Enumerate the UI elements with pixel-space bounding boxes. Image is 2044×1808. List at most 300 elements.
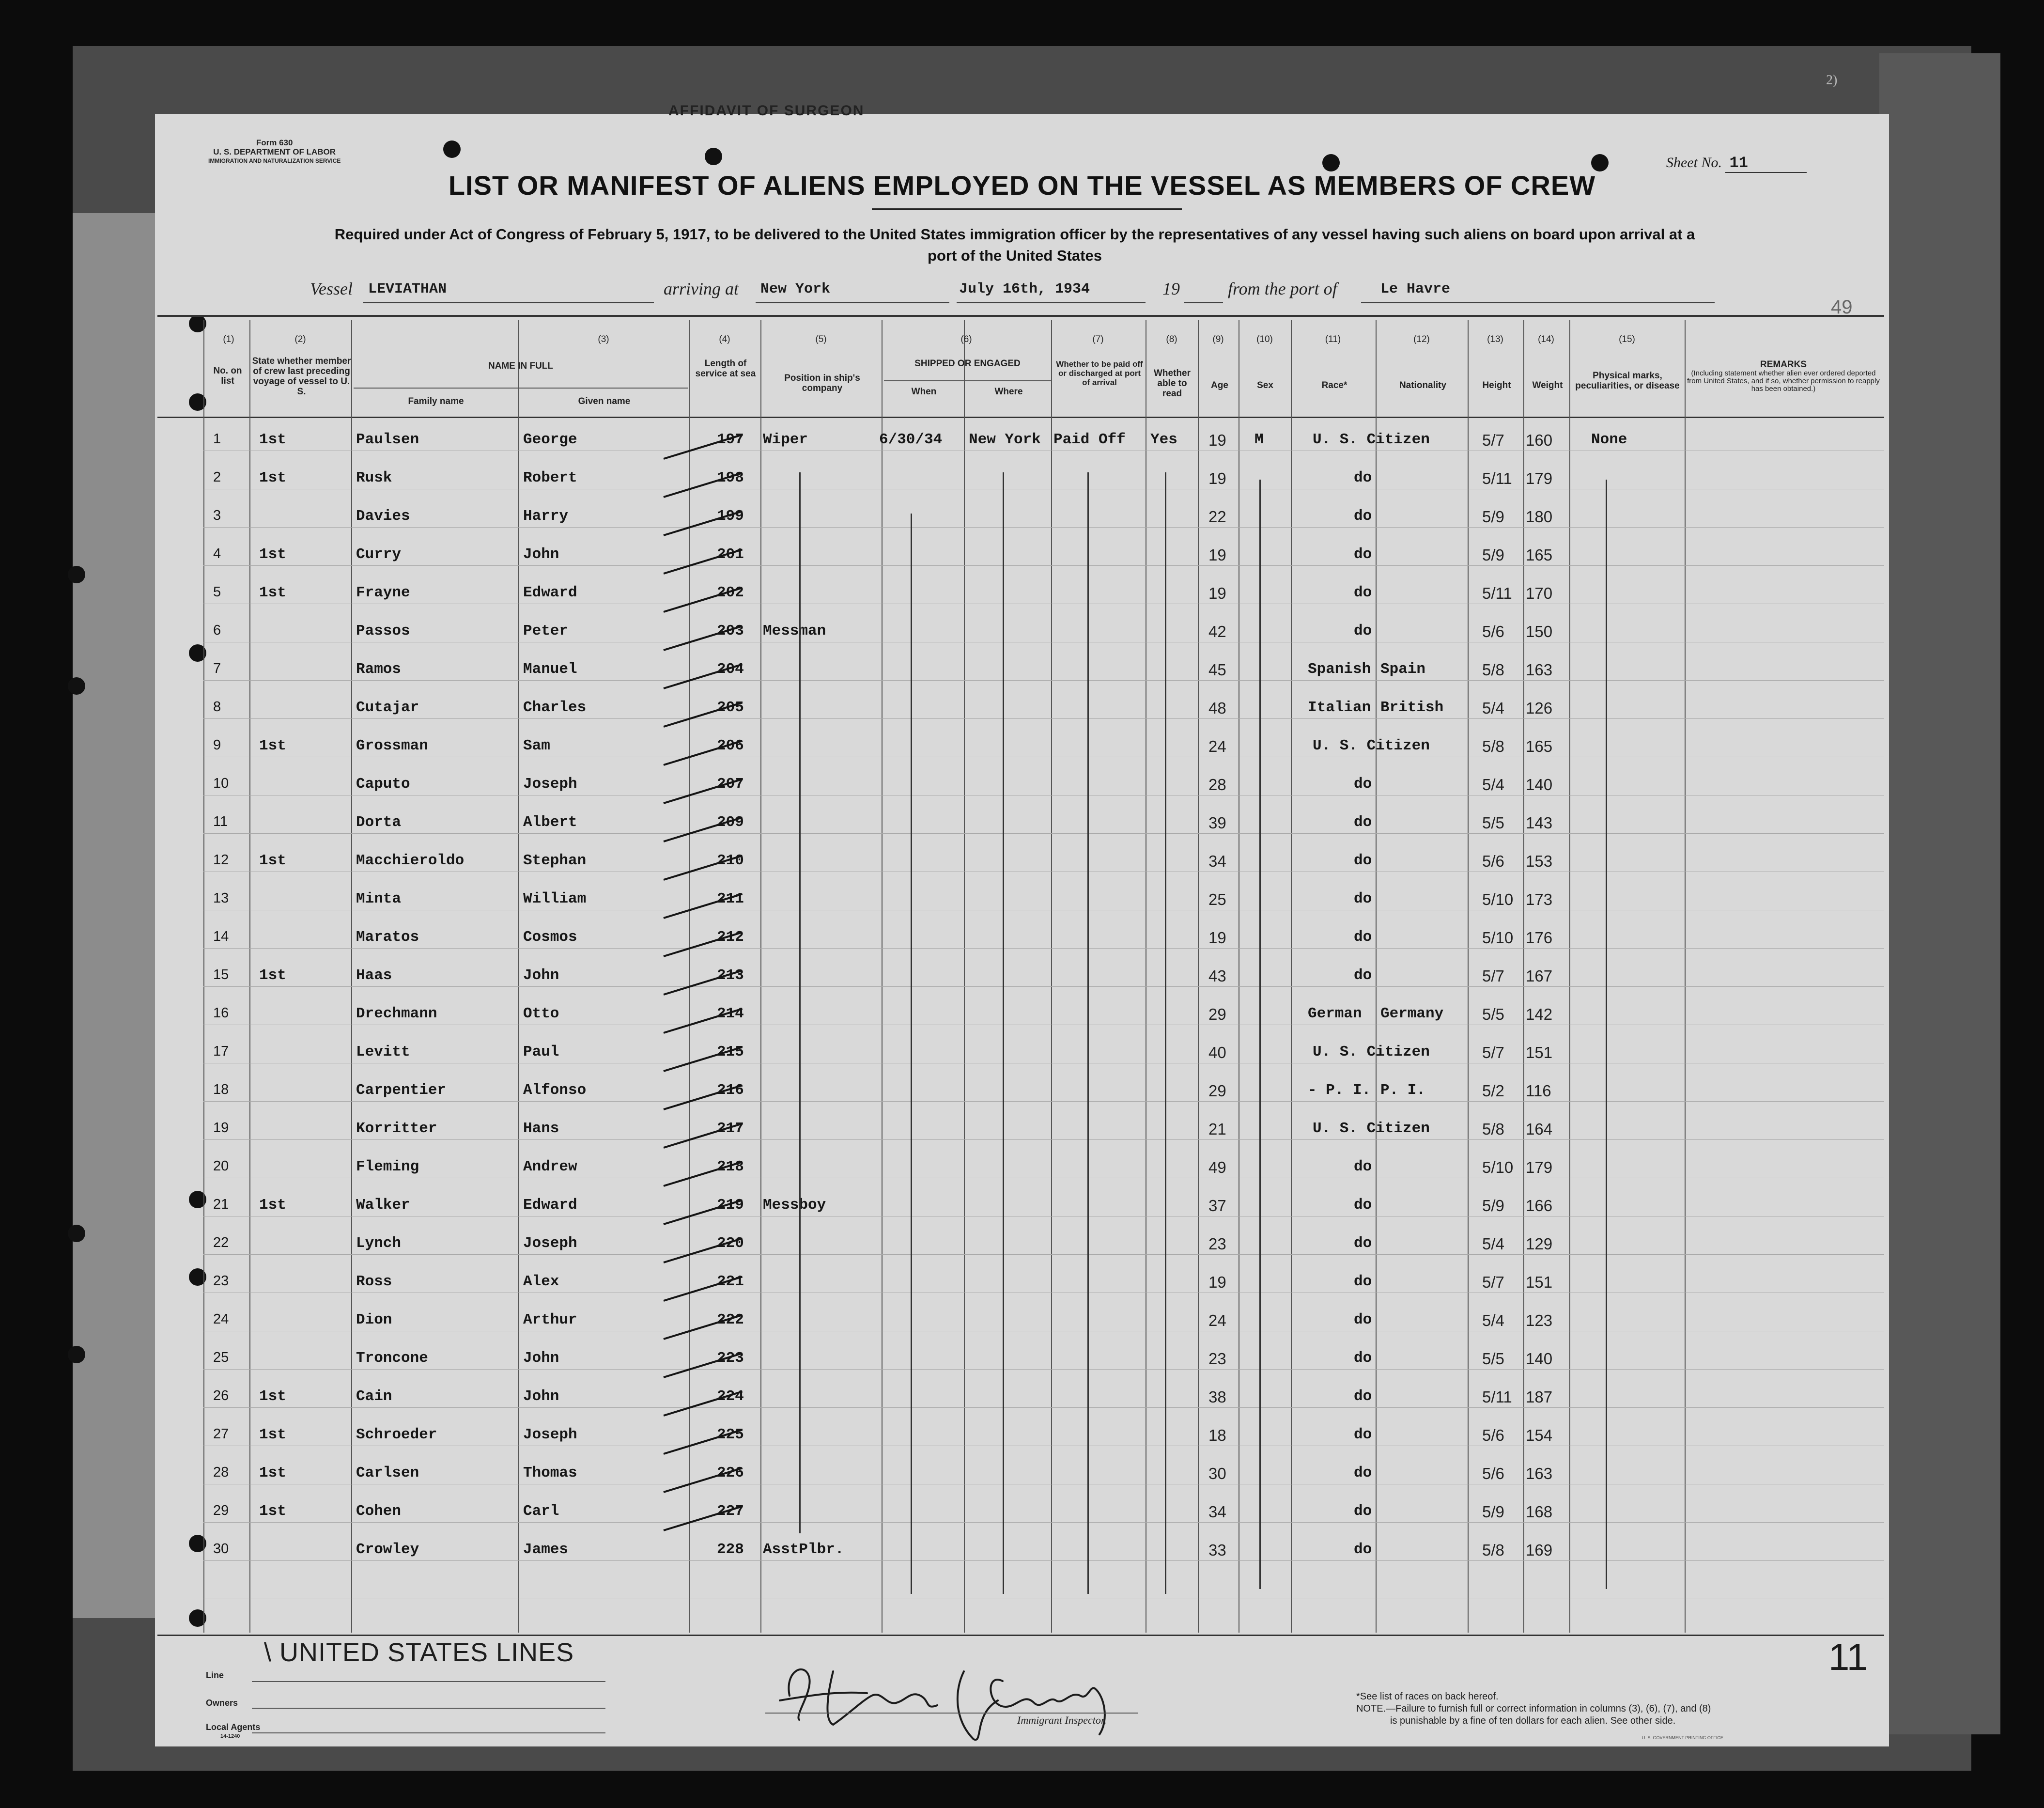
agents-underline (252, 1732, 605, 1733)
col-header-no: No. on list (213, 366, 242, 386)
backing-sheet-edge (1879, 53, 2000, 1734)
inspector-signature (770, 1642, 1138, 1749)
cell-age: 29 (1208, 1082, 1226, 1100)
cell-weight: 169 (1526, 1541, 1553, 1559)
cell-row-number: 5 (213, 584, 221, 600)
column-number: (4) (719, 334, 730, 344)
cell-given-name: John (523, 967, 559, 984)
cell-family-name: Carpentier (356, 1082, 447, 1099)
cell-able-to-read: Yes (1150, 431, 1177, 448)
cell-given-name: Edward (523, 1197, 577, 1214)
cell-family-name: Maratos (356, 929, 419, 946)
cell-height: 5/7 (1482, 431, 1504, 449)
column-rule (1376, 320, 1377, 1633)
cell-length-of-service: 197 (717, 431, 744, 448)
cell-family-name: Walker (356, 1197, 410, 1214)
cell-given-name: Joseph (523, 1426, 577, 1443)
column-number: (15) (1619, 334, 1635, 344)
cell-height: 5/7 (1482, 1044, 1504, 1061)
page-subtitle (208, 224, 1821, 266)
cell-height: 5/4 (1482, 776, 1504, 794)
cell-row-number: 9 (213, 737, 221, 753)
cell-length-of-service: 206 (717, 737, 744, 754)
line-stamp: \ UNITED STATES LINES (264, 1638, 574, 1667)
cell-race: do (1354, 814, 1372, 831)
row-rule (203, 1522, 1884, 1523)
cell-race: do (1354, 1311, 1372, 1328)
column-number: (3) (598, 334, 609, 344)
service-name: IMMIGRATION AND NATURALIZATION SERVICE (208, 157, 341, 164)
cell-given-name: Peter (523, 623, 569, 639)
punch-hole (443, 140, 461, 158)
row-rule (203, 948, 1884, 949)
cell-family-name: Ross (356, 1273, 392, 1290)
cell-row-number: 26 (213, 1388, 229, 1403)
cell-family-name: Dion (356, 1311, 392, 1328)
cell-given-name: Cosmos (523, 929, 577, 946)
col-header-length-service: Length of service at sea (695, 358, 756, 379)
cell-age: 48 (1208, 699, 1226, 717)
col-header-race: Race* (1321, 380, 1347, 390)
cell-position: Wiper (763, 431, 808, 448)
cell-age: 23 (1208, 1235, 1226, 1253)
cell-row-number: 8 (213, 699, 221, 715)
footnotes (1356, 1691, 1711, 1727)
cell-height: 5/6 (1482, 1465, 1504, 1482)
cell-race: U. S. Citizen (1313, 431, 1430, 448)
ditto-line-physical (1606, 480, 1607, 1589)
cell-weight: 165 (1526, 546, 1553, 564)
column-rule (1198, 320, 1199, 1633)
cell-length-of-service: 221 (717, 1273, 744, 1290)
cell-given-name: George (523, 431, 577, 448)
cell-family-name: Korritter (356, 1120, 437, 1137)
cell-given-name: Joseph (523, 776, 577, 793)
cell-row-number: 3 (213, 508, 221, 523)
arrival-underline (756, 302, 949, 303)
cell-weight: 153 (1526, 852, 1553, 870)
owners-label: Owners (206, 1698, 238, 1708)
cell-position: Messboy (763, 1197, 826, 1214)
cell-race: do (1354, 929, 1372, 946)
cell-family-name: Frayne (356, 584, 410, 601)
cell-sex: M (1254, 431, 1264, 448)
cell-length-of-service: 205 (717, 699, 744, 716)
col-header-shipped: SHIPPED OR ENGAGED (914, 358, 1021, 369)
cell-shipped-where: New York (969, 431, 1041, 448)
cell-weight: 116 (1526, 1082, 1551, 1100)
column-number: (2) (294, 334, 306, 344)
title-underline (872, 208, 1182, 210)
cell-weight: 123 (1526, 1311, 1553, 1329)
col-header-height: Height (1482, 380, 1511, 390)
cell-weight: 143 (1526, 814, 1553, 832)
table-header-divider (157, 417, 1884, 418)
line-underline (252, 1681, 605, 1682)
col-header-nationality: Nationality (1399, 380, 1447, 390)
cell-length-of-service: 202 (717, 584, 744, 601)
column-number: (7) (1092, 334, 1104, 344)
top-edge-scrawl: 2) (1826, 73, 1838, 88)
cell-given-name: Joseph (523, 1235, 577, 1252)
header-stamp: AFFIDAVIT OF SURGEON (668, 103, 865, 119)
cell-row-number: 12 (213, 852, 229, 868)
col-header-physical: Physical marks, peculiarities, or disease (1575, 371, 1680, 391)
cell-family-name: Haas (356, 967, 392, 984)
ditto-line-where (1003, 472, 1004, 1594)
cell-given-name: Paul (523, 1044, 559, 1060)
column-rule (964, 320, 965, 1633)
cell-length-of-service: 218 (717, 1158, 744, 1175)
cell-given-name: Sam (523, 737, 550, 754)
col-header-family-name: Family name (408, 396, 464, 406)
cell-height: 5/4 (1482, 1235, 1504, 1253)
inspector-label: Immigrant Inspector. (1017, 1714, 1107, 1726)
column-number: (5) (815, 334, 827, 344)
cell-previous-voyage: 1st (259, 852, 286, 869)
column-number: (13) (1487, 334, 1503, 344)
cell-family-name: Dorta (356, 814, 402, 831)
cell-given-name: Hans (523, 1120, 559, 1137)
form-identifier (208, 138, 341, 166)
cell-previous-voyage: 1st (259, 546, 286, 563)
cell-row-number: 22 (213, 1235, 229, 1250)
arriving-label: arriving at (664, 279, 739, 298)
cell-age: 22 (1208, 508, 1226, 526)
cell-family-name: Paulsen (356, 431, 419, 448)
cell-row-number: 25 (213, 1350, 229, 1365)
punch-hole (1322, 154, 1340, 171)
cell-age: 28 (1208, 776, 1226, 794)
column-number: (1) (223, 334, 234, 344)
cell-race: do (1354, 1465, 1372, 1481)
cell-previous-voyage: 1st (259, 1503, 286, 1520)
column-rule (760, 320, 761, 1633)
cell-race: do (1354, 967, 1372, 984)
cell-previous-voyage: 1st (259, 584, 286, 601)
ditto-line-paid (1087, 472, 1089, 1594)
cell-weight: 179 (1526, 469, 1553, 487)
column-number: (9) (1212, 334, 1224, 344)
cell-length-of-service: 211 (717, 890, 744, 907)
cell-shipped-when: 6/30/34 (879, 431, 943, 448)
cell-weight: 176 (1526, 929, 1553, 947)
cell-family-name: Minta (356, 890, 402, 907)
printer-imprint: U. S. GOVERNMENT PRINTING OFFICE (1642, 1735, 1723, 1740)
cell-row-number: 20 (213, 1158, 229, 1174)
cell-family-name: Fleming (356, 1158, 419, 1175)
cell-race: Italian (1308, 699, 1371, 716)
cell-given-name: John (523, 1388, 559, 1405)
cell-height: 5/9 (1482, 546, 1504, 564)
cell-weight: 167 (1526, 967, 1553, 985)
cell-previous-voyage: 1st (259, 1388, 286, 1405)
column-rule (1291, 320, 1292, 1633)
cell-race: do (1354, 623, 1372, 639)
cell-given-name: Stephan (523, 852, 587, 869)
cell-race: Spanish (1308, 661, 1371, 678)
cell-row-number: 1 (213, 431, 221, 447)
cell-length-of-service: 228 (717, 1541, 744, 1558)
cell-row-number: 13 (213, 890, 229, 906)
cell-row-number: 24 (213, 1311, 229, 1327)
col-header-weight: Weight (1532, 380, 1563, 390)
col-header-paid-off: Whether to be paid off or discharged at port of arrival (1056, 359, 1143, 387)
cell-row-number: 11 (213, 814, 228, 829)
cell-family-name: Rusk (356, 469, 392, 486)
cell-race: do (1354, 508, 1372, 525)
cell-weight: 140 (1526, 1350, 1553, 1368)
cell-length-of-service: 216 (717, 1082, 744, 1099)
column-rule (351, 320, 352, 1633)
cell-age: 18 (1208, 1426, 1226, 1444)
column-rule (518, 320, 519, 1633)
cell-row-number: 28 (213, 1465, 229, 1480)
agents-label: Local Agents (206, 1722, 261, 1732)
cell-race: do (1354, 1158, 1372, 1175)
cell-row-number: 15 (213, 967, 229, 982)
cell-age: 29 (1208, 1005, 1226, 1023)
column-rule (1051, 320, 1052, 1633)
name-subdivider (354, 388, 688, 389)
cell-weight: 180 (1526, 508, 1553, 526)
column-number: (10) (1256, 334, 1273, 344)
col-header-sex: Sex (1257, 380, 1273, 390)
footnote-penalty-cont: is punishable by a fine of ten dollars for each alien. See other side. (1390, 1715, 1676, 1726)
cell-weight: 168 (1526, 1503, 1553, 1521)
col-header-prev-voyage: State whether member of crew last preceding voyage of vessel to U. S. (252, 356, 351, 397)
cell-race: do (1354, 1541, 1372, 1558)
vessel-name: LEVIATHAN (368, 281, 447, 297)
column-rule (1468, 320, 1469, 1633)
form-number: Form 630 (256, 138, 293, 147)
cell-length-of-service: 199 (717, 508, 744, 525)
cell-family-name: Drechmann (356, 1005, 437, 1022)
cell-height: 5/6 (1482, 1426, 1504, 1444)
subtitle-line: Required under Act of Congress of February 5, 1917, to be delivered to the United States immigration officer by the representatives of any vessel having such aliens on board upon arrival at a (334, 226, 1695, 243)
punch-hole (68, 566, 85, 583)
cell-position: AsstPlbr. (763, 1541, 844, 1558)
col-header-name: NAME IN FULL (488, 361, 554, 371)
cell-race: do (1354, 469, 1372, 486)
cell-height: 5/4 (1482, 699, 1504, 717)
cell-family-name: Carlsen (356, 1465, 419, 1481)
vessel-underline (363, 302, 654, 303)
cell-height: 5/8 (1482, 1120, 1504, 1138)
cell-race: do (1354, 584, 1372, 601)
cell-weight: 166 (1526, 1197, 1553, 1215)
column-number: (6) (960, 334, 972, 344)
cell-family-name: Cohen (356, 1503, 402, 1520)
col-header-age: Age (1211, 380, 1228, 390)
cell-race: U. S. Citizen (1313, 1120, 1430, 1137)
cell-length-of-service: 198 (717, 469, 744, 486)
cell-race: do (1354, 890, 1372, 907)
cell-weight: 163 (1526, 1465, 1553, 1482)
cell-given-name: Arthur (523, 1311, 577, 1328)
cell-age: 23 (1208, 1350, 1226, 1368)
inspector-underline (765, 1713, 1138, 1714)
row-rule (203, 1139, 1884, 1140)
cell-row-number: 10 (213, 776, 229, 791)
row-rule (203, 565, 1884, 566)
cell-age: 19 (1208, 584, 1226, 602)
row-rule (203, 1560, 1884, 1561)
cell-weight: 129 (1526, 1235, 1553, 1253)
column-rule (203, 320, 204, 1633)
column-number: (11) (1325, 334, 1341, 344)
corner-mark: 11 (1828, 1636, 1868, 1678)
arrival-port: New York (760, 281, 831, 297)
left-binding-strip (73, 213, 155, 1618)
sheet-number-label: Sheet No. (1666, 155, 1722, 171)
remarks-note: (Including statement whether alien ever ordered deported from United States, and if so, whether permission to reapply has been obtained.) (1687, 369, 1880, 393)
line-label: Line (206, 1670, 224, 1680)
department-name: U. S. DEPARTMENT OF LABOR (213, 147, 336, 156)
cell-height: 5/4 (1482, 1311, 1504, 1329)
cell-family-name: Ramos (356, 661, 402, 678)
cell-weight: 163 (1526, 661, 1553, 679)
col-header-where: Where (994, 387, 1023, 397)
column-rule (882, 320, 883, 1633)
cell-row-number: 16 (213, 1005, 229, 1021)
cell-length-of-service: 219 (717, 1197, 744, 1214)
departure-port: Le Havre (1380, 281, 1451, 297)
cell-age: 24 (1208, 737, 1226, 755)
cell-height: 5/10 (1482, 929, 1514, 947)
row-rule (203, 680, 1884, 681)
punch-hole (68, 1225, 85, 1242)
cell-row-number: 7 (213, 661, 221, 676)
col-header-position: Position in ship's company (784, 373, 860, 393)
column-rule (1685, 320, 1686, 1633)
agents-code: 14-1240 (220, 1733, 240, 1739)
cell-given-name: Carl (523, 1503, 559, 1520)
cell-weight: 164 (1526, 1120, 1553, 1138)
cell-height: 5/5 (1482, 814, 1504, 832)
cell-family-name: Troncone (356, 1350, 428, 1367)
cell-family-name: Cutajar (356, 699, 419, 716)
cell-age: 49 (1208, 1158, 1226, 1176)
cell-given-name: Andrew (523, 1158, 577, 1175)
cell-nationality: P. I. (1380, 1082, 1426, 1099)
cell-previous-voyage: 1st (259, 737, 286, 754)
footnote-races: *See list of races on back hereof. (1356, 1691, 1499, 1702)
cell-height: 5/6 (1482, 623, 1504, 640)
date-underline (957, 302, 1146, 303)
cell-height: 5/9 (1482, 1503, 1504, 1521)
cell-given-name: John (523, 1350, 559, 1367)
col-header-remarks (1687, 359, 1880, 393)
row-rule (203, 1369, 1884, 1370)
cell-age: 19 (1208, 929, 1226, 947)
cell-row-number: 14 (213, 929, 229, 944)
cell-given-name: Alfonso (523, 1082, 587, 1099)
ditto-line-position (799, 472, 801, 1533)
cell-age: 43 (1208, 967, 1226, 985)
cell-race: do (1354, 1235, 1372, 1252)
cell-previous-voyage: 1st (259, 967, 286, 984)
cell-physical-marks: None (1591, 431, 1627, 448)
cell-given-name: Alex (523, 1273, 559, 1290)
cell-height: 5/8 (1482, 737, 1504, 755)
cell-height: 5/10 (1482, 1158, 1514, 1176)
cell-given-name: Harry (523, 508, 569, 525)
cell-given-name: James (523, 1541, 569, 1558)
cell-previous-voyage: 1st (259, 431, 286, 448)
cell-family-name: Macchieroldo (356, 852, 465, 869)
punch-hole (68, 677, 85, 695)
cell-paid-off: Paid Off (1053, 431, 1126, 448)
cell-age: 24 (1208, 1311, 1226, 1329)
cell-race: do (1354, 1197, 1372, 1214)
col-header-given-name: Given name (578, 396, 631, 406)
cell-length-of-service: 223 (717, 1350, 744, 1367)
cell-length-of-service: 210 (717, 852, 744, 869)
cell-height: 5/2 (1482, 1082, 1504, 1100)
cell-height: 5/9 (1482, 1197, 1504, 1215)
cell-weight: 151 (1526, 1044, 1553, 1061)
ditto-line-when (911, 514, 912, 1594)
cell-length-of-service: 213 (717, 967, 744, 984)
cell-age: 37 (1208, 1197, 1226, 1215)
vessel-label: Vessel (310, 279, 353, 298)
cell-race: U. S. Citizen (1313, 1044, 1430, 1060)
cell-age: 21 (1208, 1120, 1226, 1138)
cell-previous-voyage: 1st (259, 469, 286, 486)
cell-race: do (1354, 1273, 1372, 1290)
cell-length-of-service: 227 (717, 1503, 744, 1520)
cell-height: 5/5 (1482, 1005, 1504, 1023)
cell-row-number: 6 (213, 623, 221, 638)
cell-age: 19 (1208, 1273, 1226, 1291)
year-underline (1184, 302, 1223, 303)
cell-family-name: Lynch (356, 1235, 402, 1252)
row-rule (203, 1254, 1884, 1255)
cell-row-number: 30 (213, 1541, 229, 1557)
cell-height: 5/11 (1482, 584, 1512, 602)
cell-height: 5/11 (1482, 1388, 1512, 1406)
from-port-label: from the port of (1228, 279, 1337, 298)
cell-race: do (1354, 1426, 1372, 1443)
cell-age: 39 (1208, 814, 1226, 832)
row-rule (203, 1407, 1884, 1408)
sheet-number-value: 11 (1725, 154, 1807, 173)
cell-race: do (1354, 546, 1372, 563)
signature-text: Herbert J. Conley (770, 1642, 774, 1643)
cell-family-name: Davies (356, 508, 410, 525)
cell-height: 5/6 (1482, 852, 1504, 870)
cell-length-of-service: 212 (717, 929, 744, 946)
cell-length-of-service: 201 (717, 546, 744, 563)
cell-family-name: Crowley (356, 1541, 419, 1558)
column-number: (14) (1538, 334, 1554, 344)
cell-previous-voyage: 1st (259, 1426, 286, 1443)
cell-age: 33 (1208, 1541, 1226, 1559)
cell-weight: 151 (1526, 1273, 1553, 1291)
cell-row-number: 21 (213, 1197, 229, 1212)
cell-length-of-service: 204 (717, 661, 744, 678)
column-rule (1569, 320, 1570, 1633)
cell-family-name: Passos (356, 623, 410, 639)
cell-race: German (1308, 1005, 1362, 1022)
cell-nationality: British (1380, 699, 1444, 716)
cell-given-name: Edward (523, 584, 577, 601)
remarks-title: REMARKS (1760, 359, 1807, 370)
cell-height: 5/7 (1482, 1273, 1504, 1291)
cell-weight: 165 (1526, 737, 1553, 755)
subtitle-line: port of the United States (928, 247, 1102, 264)
